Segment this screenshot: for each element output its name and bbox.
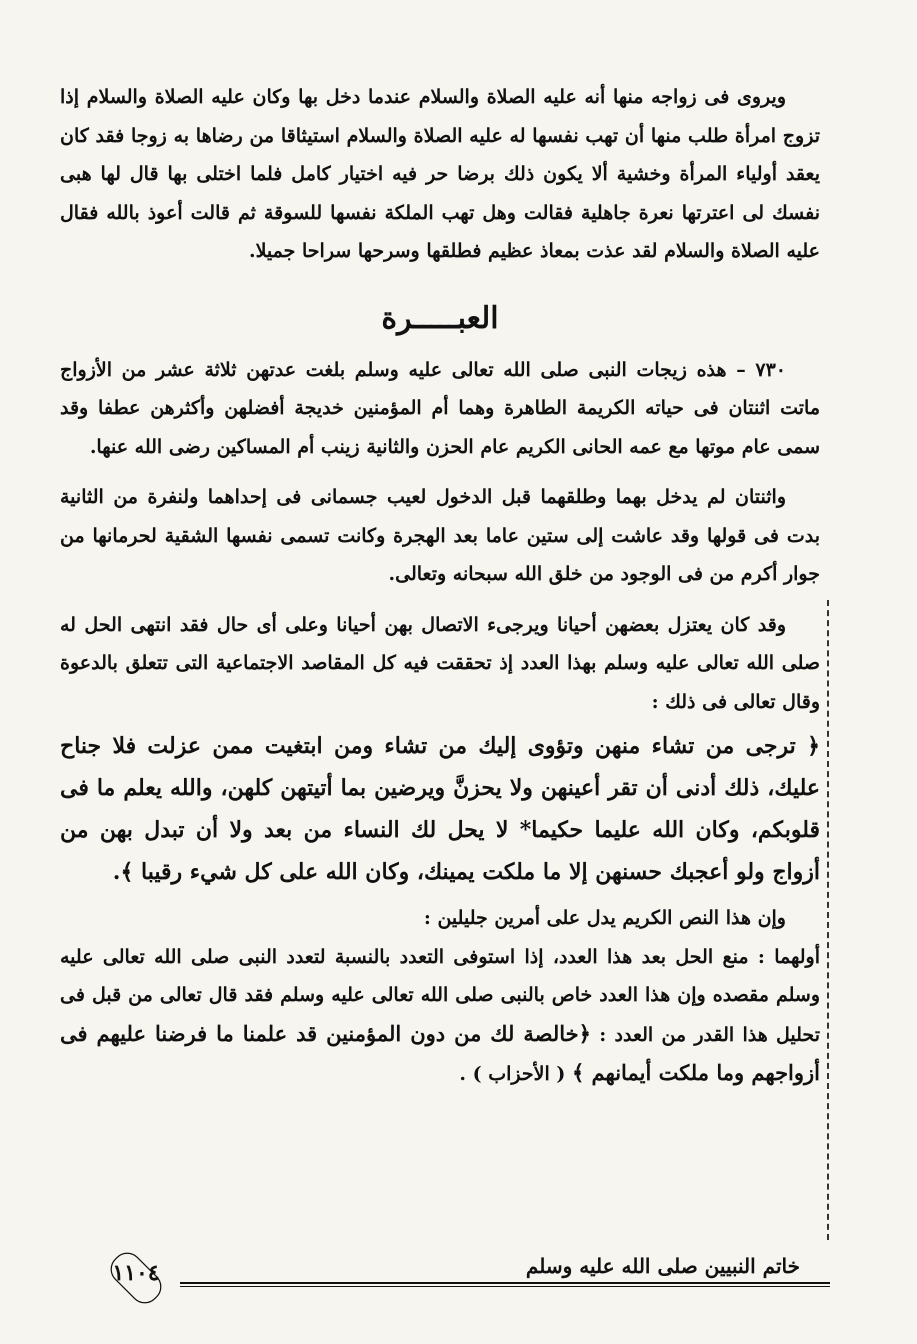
paragraph-6-text: منع الحل بعد هذا العدد، إذا استوفى التعدد بالنسبة لتعدد النبى صلى الله تعالى عليه وسلم مقصده وإن هذا العدد خاص بالنبى صلى الله تعالى عليه وسلم فقد قال تعالى من قبل فى تحليل هذا القدر من العدد : [60,945,820,1046]
paragraph-1: ويروى فى زواجه منها أنه عليه الصلاة والسلام عندما دخل بها وكان عليه الصلاة والسلام إذا تزوج امرأة طلب منها أن تهب نفسها له عليه الصلاة والسلام استيثاقا من رضاها به زوجا فقد كان يعقد أولياء المرأة وخشية ألا يكون ذلك برضا حر فيه اختيار كامل فلما اختلى بها قال لها هبى نفسك لى اعترتها نعرة جاهلية فقالت وهل تهب الملكة نفسها للسوقة ثم قالت أعوذ بالله فقال عليه الصلاة والسلام لقد عذت بمعاذ عظيم فطلقها وسرحها سراحا جميلا. [60,86,821,262]
paragraph-4: وقد كان يعتزل بعضهن أحيانا ويرجىء الاتصال بهن أحيانا وعلى أى حال فقد انتهى الحل له صلى الله تعالى عليه وسلم بهذا العدد إذ تحققت فيه كل المقاصد الاجتماعية التى تتعلق بالدعوة وقال تعالى فى ذلك : [60,613,820,713]
paragraph-6-quote: ﴿خالصة لك من دون المؤمنين قد علمنا ما فرضنا عليهم فى أزواجهم وما ملكت أيمانهم ﴾ [60,1020,820,1085]
page-body [60,78,820,1094]
page-number: ١١٠٤ [112,1260,160,1286]
paragraph-3: واثنتان لم يدخل بهما وطلقهما قبل الدخول لعيب جسمانى فى إحداهما ولنفرة من الثانية بدت فى قولها وقد عاشت إلى ستين عاما بعد الهجرة وكانت تسمى نفسها الشقية لحرمانها من جوار أكرم من فى الوجود من خلق الله سبحانه وتعالى. [60,486,820,585]
footer-rule [180,1282,830,1284]
footer-title: خاتم النبيين صلى الله عليه وسلم [516,1254,810,1278]
margin-rule [827,600,829,1240]
paragraph-2: ٧٣٠ – هذه زيجات النبى صلى الله تعالى عليه وسلم بلغت عدتهن ثلاثة عشر من الأزواج ماتت اثنتان فى حياته الكريمة الطاهرة وهما أم المؤمنين خديجة أفضلهن وأكثرهن عطفا وقد سمى عام موتها مع عمه الحانى الكريم عام الحزن والثانية زينب أم المساكين رضى الله عنها. [60,358,820,458]
quran-quote: ﴿ ترجى من تشاء منهن وتؤوى إليك من تشاء ومن ابتغيت ممن عزلت فلا جناح عليك، ذلك أدنى أن تقر أعينهن ولا يحزنَّ ويرضين بما أتيتهن كلهن، والله يعلم ما فى قلوبكم، وكان الله عليما حكيما* لا يحل لك النساء من بعد ولا أن تبدل بهن من أزواج ولو أعجبك حسنهن إلا ما ملكت يمينك، وكان الله على كل شيء رقيبا ﴾. [60,733,820,885]
paragraph-6-lead: أولهما : [757,945,821,968]
paragraph-5: وإن هذا النص الكريم يدل على أمرين جليلين : [423,907,786,929]
footer-rule-thin [180,1286,830,1287]
paragraph-6 [60,938,820,1094]
paragraph-6-ref: ( الأحزاب ) . [459,1063,572,1085]
section-heading: العبـــــرة [381,300,499,336]
page-footer [60,1252,830,1312]
